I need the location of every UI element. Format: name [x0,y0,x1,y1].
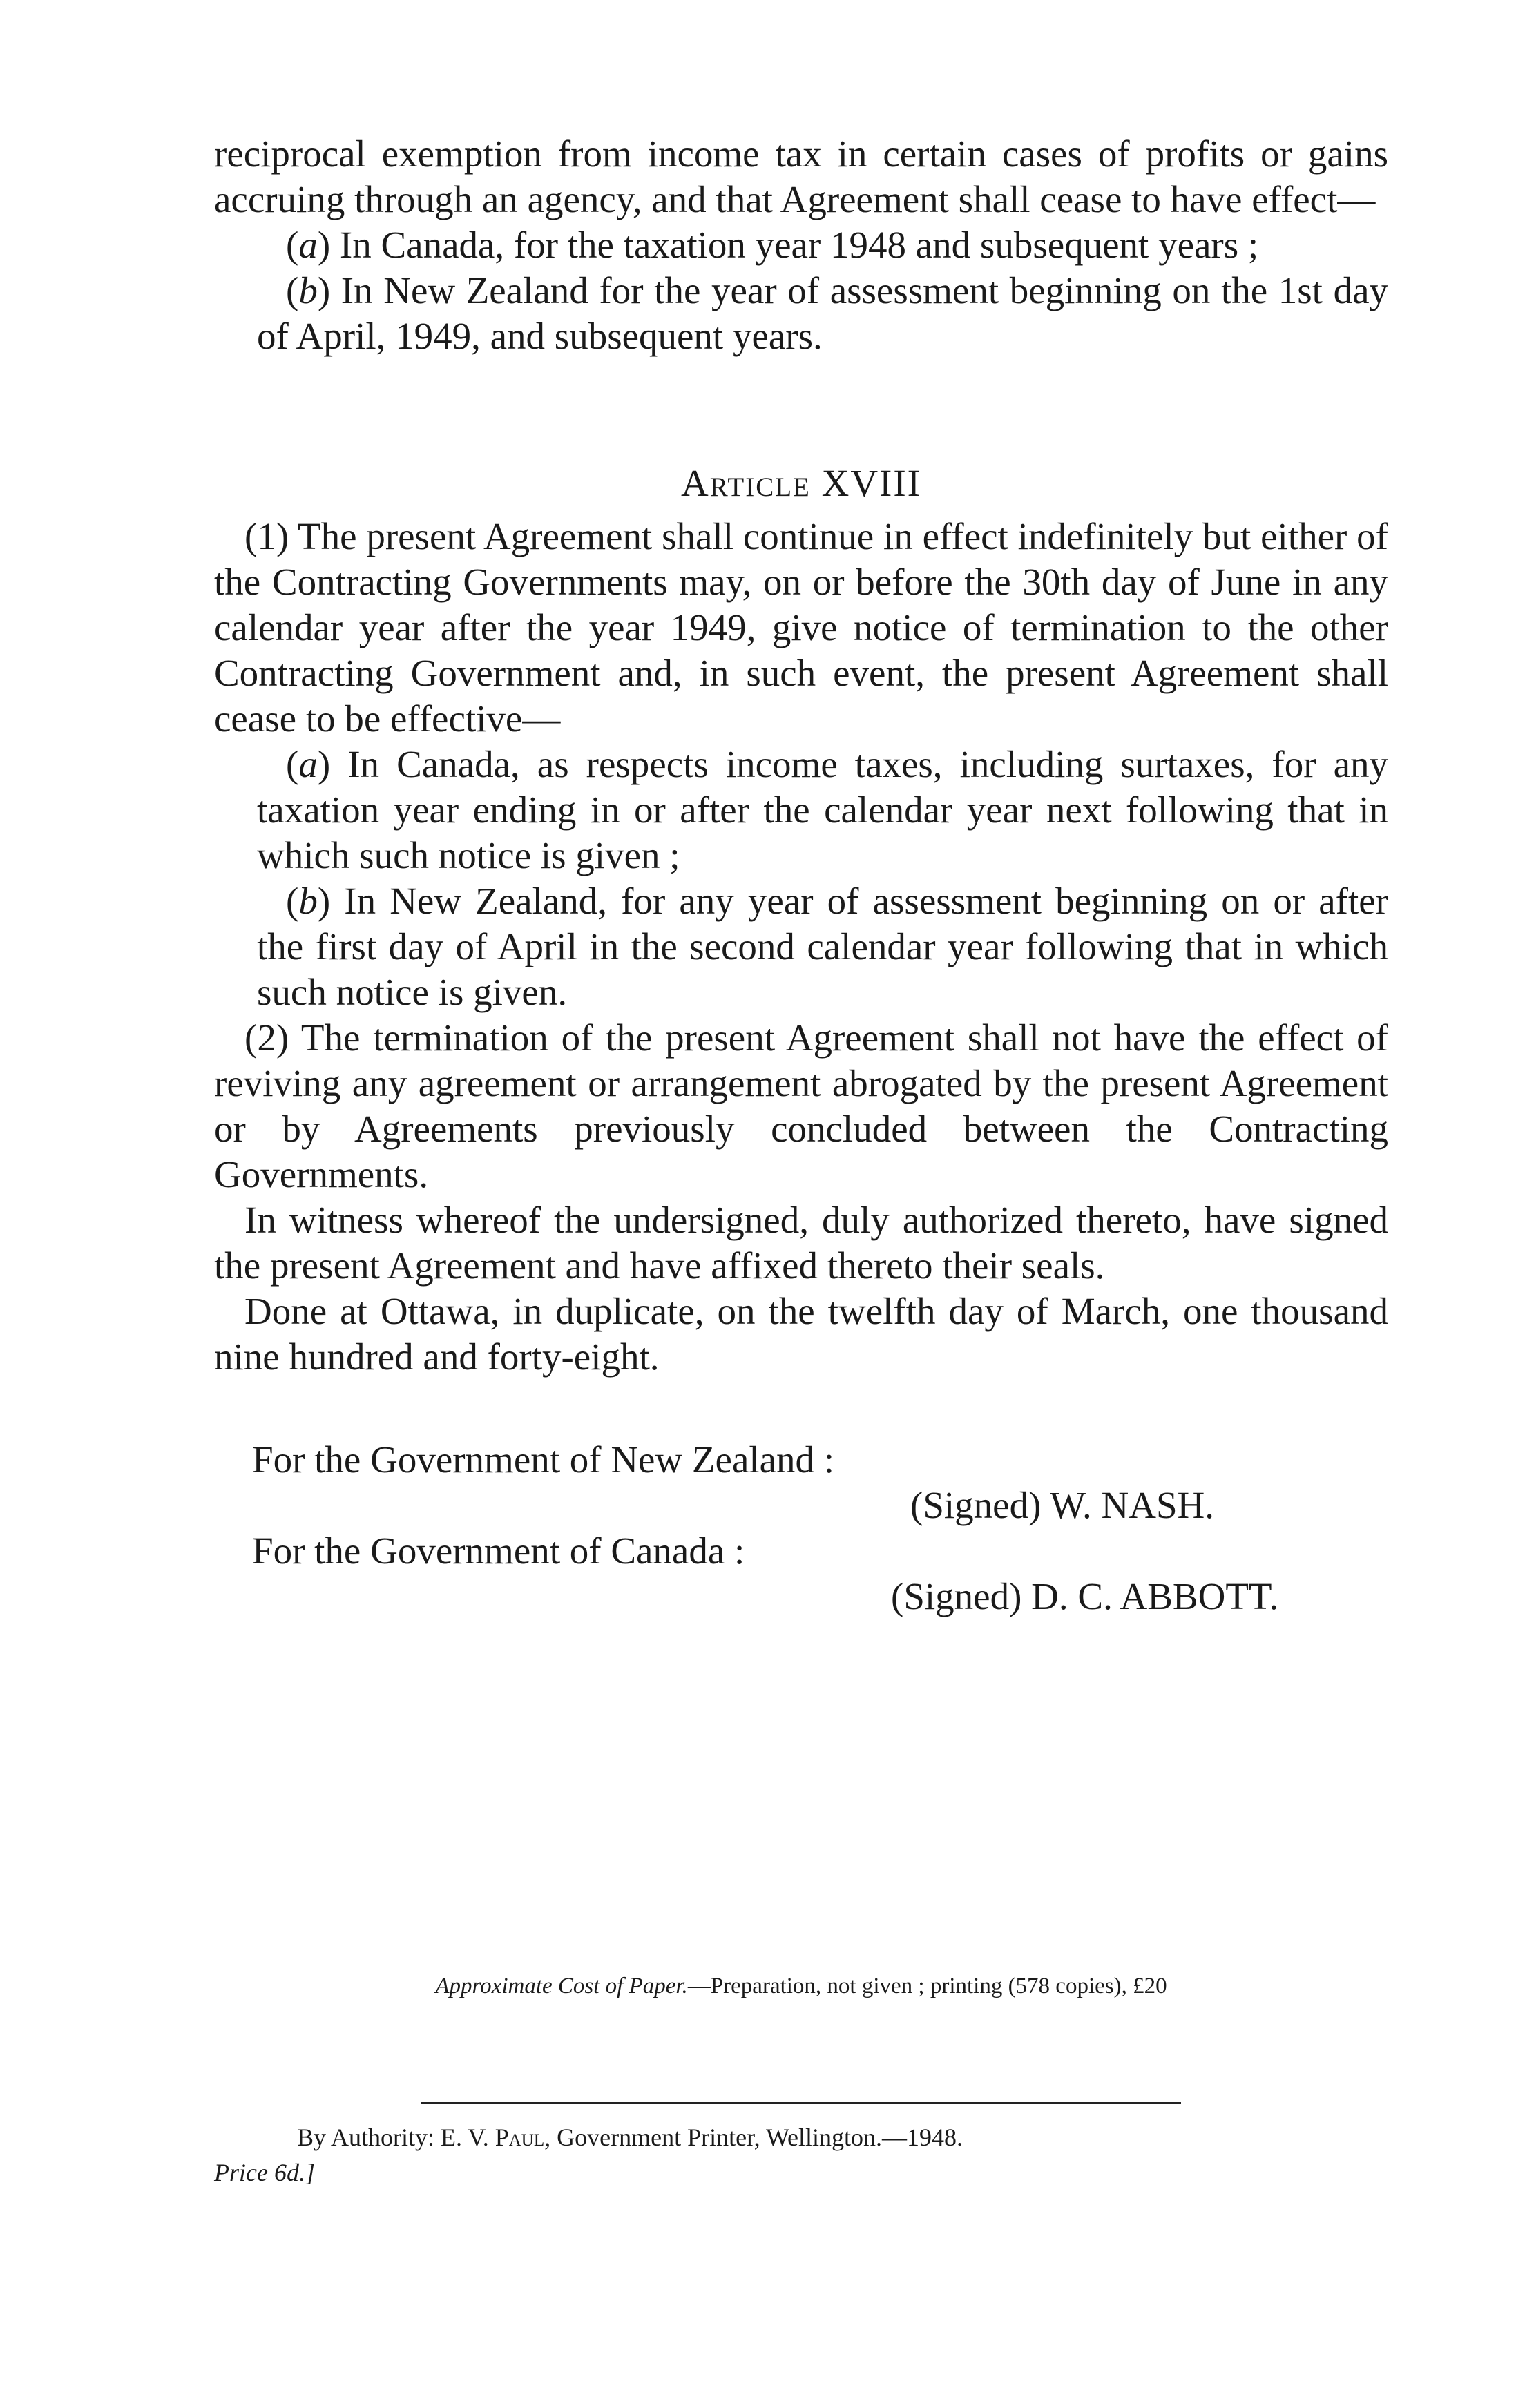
intro-block [214,131,1388,359]
article-heading [214,461,1388,505]
done-paragraph: Done at Ottawa, in duplicate, on the twelfth day of March, one thousand nine hundred and forty-eight. [214,1290,1388,1378]
witness-paragraph: In witness whereof the undersigned, duly authorized thereto, have signed the present Agreement and have affixed thereto their seals. [214,1199,1388,1287]
signature-nz-signed: (Signed) W. NASH. [910,1484,1215,1526]
intro-item-a-text: In Canada, for the taxation year 1948 and subsequent years ; [339,224,1259,266]
intro-continuation: reciprocal exemption from income tax in certain cases of profits or gains accruing through an agency, and that Agreement shall cease to have effect— [214,133,1388,220]
article-para-1-item-b-letter: b [298,880,318,922]
authority-prefix: By Authority: E. V. [297,2123,495,2151]
article-para-1-item-a: (a) In Canada, as respects income taxes, including surtaxes, for any taxation year ending in or after the calendar year next following that in which such notice is given ; [257,743,1389,876]
cost-note-label: Approximate Cost of Paper. [435,1974,688,1998]
article-para-1-item-b: (b) In New Zealand, for any year of assessment beginning on or after the first day of April in the second calendar year following that in which such notice is given. [257,880,1389,1013]
signature-ca-label: For the Government of Canada : [252,1530,745,1572]
article-para-1-item-b-text: In New Zealand, for any year of assessment beginning on or after the first day of April in the second calendar year following that in which such notice is given. [257,880,1389,1013]
price-note: Price 6d.] [214,2159,315,2186]
article-heading-word: Article [681,462,811,504]
article-para-2: (2) The termination of the present Agreement shall not have the effect of reviving any agreement or arrangement abrogated by the present Agreement or by Agreements previously concluded between the Contracting Governments. [214,1017,1388,1195]
footer-divider [421,2102,1181,2104]
signature-nz-label: For the Government of New Zealand : [252,1438,835,1481]
article-body [214,514,1388,1380]
intro-item-b-text: In New Zealand for the year of assessment beginning on the 1st day of April, 1949, and subsequent years. [257,269,1388,357]
cost-note [214,1974,1388,1999]
cost-note-text: —Preparation, not given ; printing (578 copies), £20 [687,1974,1167,1998]
intro-item-b: (b) In New Zealand for the year of assessment beginning on the 1st day of April, 1949, and subsequent years. [257,269,1388,357]
signature-ca-signed: (Signed) D. C. ABBOTT. [891,1575,1279,1617]
authority-name: Paul [495,2123,545,2151]
article-para-1-item-a-text: In Canada, as respects income taxes, including surtaxes, for any taxation year ending in or after the calendar year next following that in which such notice is given ; [257,743,1389,876]
intro-item-a: (a) In Canada, for the taxation year 1948 and subsequent years ; [286,224,1259,266]
article-para-1: (1) The present Agreement shall continue in effect indefinitely but either of the Contracting Governments may, on or before the 30th day of June in any calendar year after the year 1949, give notice of termination to the other Contracting Government and, in such event, the present Agreement shall cease to be effective— [214,515,1388,740]
intro-item-b-letter: b [298,269,318,311]
printer-authority [297,2123,963,2152]
article-para-1-item-a-letter: a [298,743,318,785]
article-heading-number: XVIII [821,462,921,504]
authority-suffix: , Government Printer, Wellington.—1948. [544,2123,963,2151]
intro-item-a-letter: a [298,224,318,266]
